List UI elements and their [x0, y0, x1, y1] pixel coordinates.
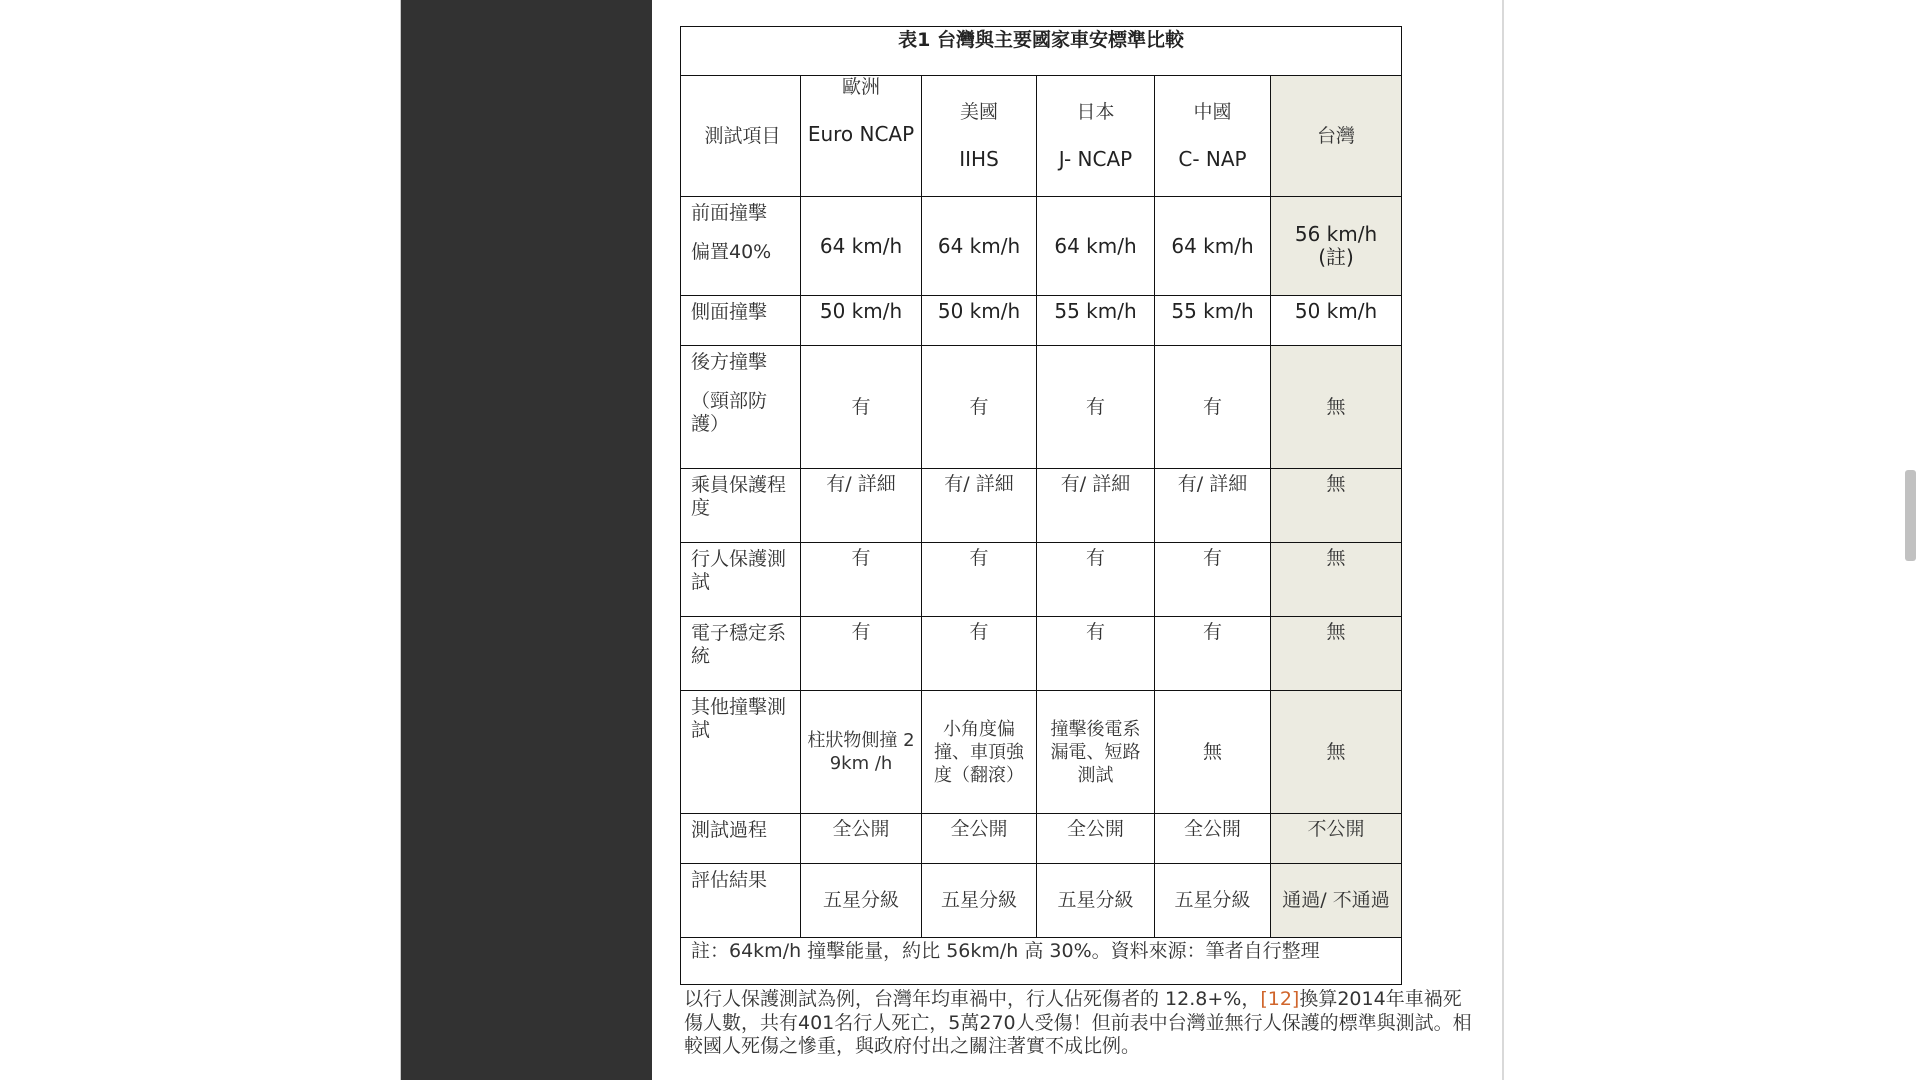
header-test-item: 測試項目 [681, 76, 801, 197]
cell-usa: 64 km/h [922, 197, 1037, 296]
table-row [681, 814, 1402, 864]
cell-europe: 有/ 詳細 [801, 469, 922, 543]
cell-japan: 有/ 詳細 [1037, 469, 1155, 543]
cell-usa: 五星分級 [922, 864, 1037, 938]
cell-usa: 全公開 [922, 814, 1037, 864]
cell-china: 64 km/h [1155, 197, 1271, 296]
header-japan-region: 日本 [1076, 101, 1115, 123]
reference-link[interactable]: [12] [1260, 988, 1300, 1010]
cell-china: 有 [1155, 346, 1271, 469]
table-note-row [681, 938, 1402, 985]
cell-europe: 全公開 [801, 814, 922, 864]
cell-usa: 小角度偏撞、車頂強度（翻滾） [922, 691, 1037, 814]
header-usa-region: 美國 [959, 101, 998, 123]
table-header-row [681, 76, 1402, 197]
cell-taiwan: 無 [1271, 691, 1402, 814]
cell-europe: 有 [801, 346, 922, 469]
row-label-line1: 後方撞擊 [691, 351, 768, 373]
cell-taiwan: 無 [1271, 543, 1402, 617]
row-label-line1: 前面撞擊 [691, 202, 768, 224]
article-content [680, 26, 1470, 1059]
table-row [681, 691, 1402, 814]
cell-taiwan: 通過/ 不通過 [1271, 864, 1402, 938]
row-label: 行人保護測試 [681, 543, 801, 617]
cell-japan: 有 [1037, 543, 1155, 617]
table-row [681, 296, 1402, 346]
cell-china: 有 [1155, 543, 1271, 617]
header-japan [1037, 76, 1155, 197]
cell-taiwan: 56 km/h (註) [1271, 197, 1402, 296]
cell-usa: 有 [922, 346, 1037, 469]
body-paragraph [684, 988, 1474, 1059]
cell-china: 五星分級 [1155, 864, 1271, 938]
row-label: 測試過程 [681, 814, 801, 864]
table-row [681, 864, 1402, 938]
cell-taiwan: 不公開 [1271, 814, 1402, 864]
cell-europe: 柱狀物側撞 29km /h [801, 691, 922, 814]
cell-japan: 有 [1037, 346, 1155, 469]
header-japan-program: J- NCAP [1058, 147, 1133, 171]
scrollbar-thumb[interactable] [1905, 470, 1916, 561]
cell-japan: 64 km/h [1037, 197, 1155, 296]
header-china-region: 中國 [1193, 101, 1232, 123]
cell-japan: 有 [1037, 617, 1155, 691]
row-label [681, 346, 801, 469]
row-label [681, 197, 801, 296]
header-usa-program: IIHS [959, 147, 999, 171]
cell-europe: 有 [801, 617, 922, 691]
paragraph-text-after: 換算2014年車禍死傷人數，共有401名行人死亡，5萬270人受傷！但前表中台灣並無行人保護的標準與測試。相較國人死傷之慘重，與政府付出之關注著實不成比例。 [684, 988, 1472, 1057]
header-europe-region: 歐洲 [841, 76, 880, 98]
table-caption: 表1 台灣與主要國家車安標準比較 [681, 27, 1402, 76]
cell-taiwan: 無 [1271, 617, 1402, 691]
cell-europe: 五星分級 [801, 864, 922, 938]
cell-japan: 撞擊後電系漏電、短路測試 [1037, 691, 1155, 814]
cell-china: 有 [1155, 617, 1271, 691]
row-label: 評估結果 [681, 864, 801, 938]
dark-sidebar-panel [401, 0, 652, 1080]
table-row [681, 617, 1402, 691]
cell-europe: 有 [801, 543, 922, 617]
table-note: 註：64km/h 撞擊能量，約比 56km/h 高 30%。資料來源：筆者自行整理 [681, 938, 1402, 985]
row-label: 側面撞擊 [681, 296, 801, 346]
row-label: 電子穩定系統 [681, 617, 801, 691]
table-row [681, 543, 1402, 617]
cell-usa: 50 km/h [922, 296, 1037, 346]
cell-china: 有/ 詳細 [1155, 469, 1271, 543]
cell-europe: 50 km/h [801, 296, 922, 346]
cell-usa: 有 [922, 543, 1037, 617]
table-row [681, 469, 1402, 543]
cell-taiwan: 無 [1271, 346, 1402, 469]
header-china [1155, 76, 1271, 197]
cell-taiwan: 50 km/h [1271, 296, 1402, 346]
header-europe [801, 76, 922, 197]
cell-taiwan: 無 [1271, 469, 1402, 543]
cell-usa: 有/ 詳細 [922, 469, 1037, 543]
cell-japan: 全公開 [1037, 814, 1155, 864]
row-label: 其他撞擊測試 [681, 691, 801, 814]
table-row [681, 197, 1402, 296]
header-taiwan: 台灣 [1271, 76, 1402, 197]
header-china-program: C- NAP [1178, 147, 1247, 171]
row-label: 乘員保護程度 [681, 469, 801, 543]
paragraph-text-before: 以行人保護測試為例，台灣年均車禍中，行人佔死傷者的 12.8+%， [684, 988, 1261, 1010]
cell-japan: 五星分級 [1037, 864, 1155, 938]
comparison-table [680, 26, 1402, 985]
cell-china: 全公開 [1155, 814, 1271, 864]
cell-usa: 有 [922, 617, 1037, 691]
table-row [681, 346, 1402, 469]
row-label-line2: 偏置40% [691, 241, 772, 263]
cell-china: 55 km/h [1155, 296, 1271, 346]
cell-japan: 55 km/h [1037, 296, 1155, 346]
cell-china: 無 [1155, 691, 1271, 814]
row-label-line2: （頸部防護） [691, 390, 768, 435]
header-usa [922, 76, 1037, 197]
header-europe-program: Euro NCAP [807, 122, 915, 146]
cell-europe: 64 km/h [801, 197, 922, 296]
page-right-border [1502, 0, 1504, 1080]
